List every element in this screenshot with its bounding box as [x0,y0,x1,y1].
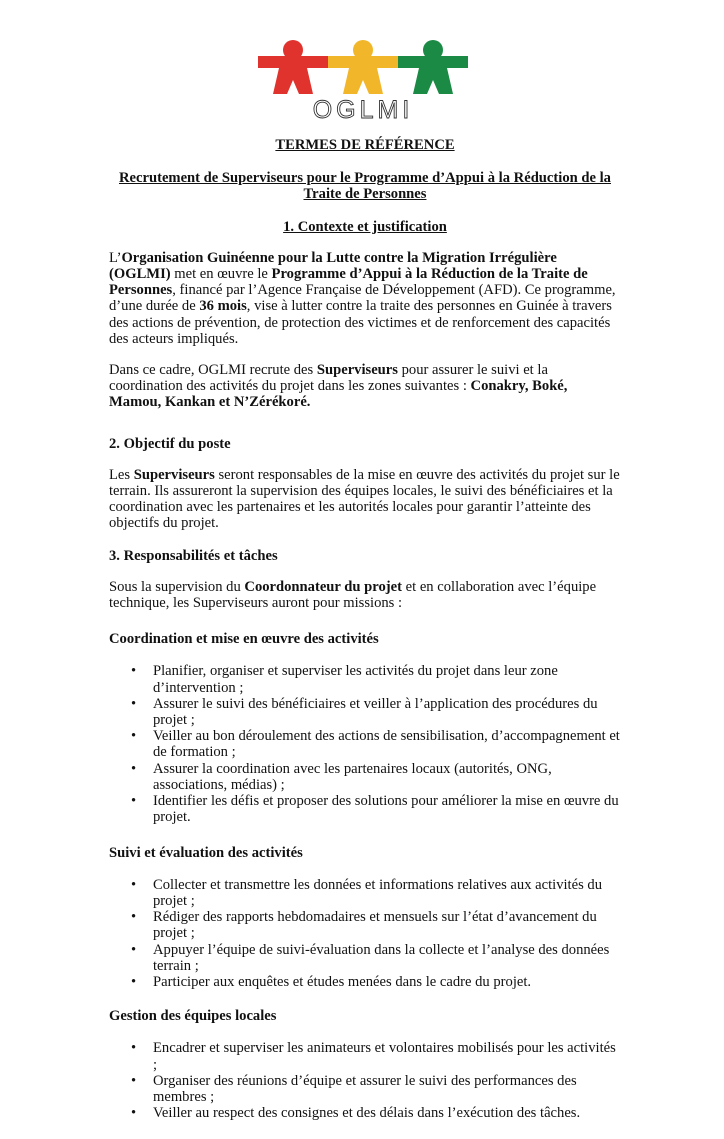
text: pour assurer le suivi et la coordination des activités du projet dans les zones suivantes : [109,362,548,395]
text: Sous la supervision du [109,578,245,595]
paragraph-contexte [109,250,621,347]
bullet-list [109,1040,621,1121]
subsection-heading: Suivi et évaluation des activités [109,844,303,861]
list-item: • Appuyer l’équipe de suivi-évaluation dans la collecte et l’analyse des données terrain ; [109,942,621,974]
bold-text: Superviseurs [316,362,398,379]
list-item: • Collecter et transmettre les données et informations relatives aux activités du projet ; [109,877,621,909]
section-heading-contexte: 1. Contexte et justification [283,218,447,235]
text: et en collaboration avec l’équipe technique, les Superviseurs auront pour missions : [109,578,597,612]
paragraph-responsabilites [109,579,621,611]
logo-figure-3 [398,40,468,94]
subsection-heading: Coordination et mise en œuvre des activités [109,631,379,648]
bold-text: Programme d’Appui à la Réduction de la Traite de Personnes [109,266,588,299]
svg-text:OGLMI: OGLMI [312,96,414,122]
list-item: • Participer aux enquêtes et études menées dans le cadre du projet. [109,974,621,990]
list-item: • Assurer la coordination avec les partenaires locaux (autorités, ONG, associations, médias) ; [109,761,621,793]
bold-text: Conakry, Boké, Mamou, Kankan et N’Zérékoré. [109,378,568,411]
document-title: TERMES DE RÉFÉRENCE [275,137,455,153]
bullet-list [109,877,621,990]
paragraph-objectif [109,467,621,532]
text: Les [109,466,134,483]
list-item: • Planifier, organiser et superviser les activités du projet dans leur zone d’intervention ; [109,663,621,695]
bold-text: 36 mois [199,298,247,315]
list-item: • Assurer le suivi des bénéficiaires et veiller à l’application des procédures du projet ; [109,696,621,728]
text: met en œuvre le [170,266,272,283]
bold-text: Organisation Guinéenne pour la Lutte contre la Migration Irrégulière (OGLMI) [109,249,557,283]
document-subtitle: Recrutement de Superviseurs pour le Programme d’Appui à la Réduction de la Traite de Personnes [119,170,611,203]
section-heading-responsabilites: 3. Responsabilités et tâches [109,547,278,564]
text: Dans ce cadre, OGLMI recrute des [109,362,317,379]
list-item: • Veiller au bon déroulement des actions de sensibilisation, d’accompagnement et de formation ; [109,728,621,760]
text: L’ [109,249,122,266]
bullet-list [109,663,621,825]
list-item: • Organiser des réunions d’équipe et assurer le suivi des performances des membres ; [109,1073,621,1105]
subsection-heading: Gestion des équipes locales [109,1008,277,1025]
oglmi-logo [258,38,468,122]
bold-text: Superviseurs [133,466,215,483]
list-item: • Identifier les défis et proposer des solutions pour améliorer la mise en œuvre du projet. [109,793,621,825]
text: , vise à lutter contre la traite des personnes en Guinée à travers des actions de prévention, de protection des victimes et de renforcement des capacités des acteurs impliqués. [109,298,612,347]
list-item: • Rédiger des rapports hebdomadaires et mensuels sur l’état d’avancement du projet ; [109,909,621,941]
logo-figure-2 [328,40,398,94]
responsibilities-subsections [109,631,621,1121]
document-page [109,137,621,1139]
bold-text: Coordonnateur du projet [244,578,402,595]
text: , financé par l’Agence Française de Développement (AFD). Ce programme, d’une durée de [109,282,616,315]
section-heading-objectif: 2. Objectif du poste [109,435,231,452]
paragraph-cadre [109,362,621,411]
list-item: • Encadrer et superviser les animateurs et volontaires mobilisés pour les activités ; [109,1040,621,1072]
logo-figure-1 [258,40,328,94]
text: seront responsables de la mise en œuvre des activités du projet sur le terrain. Ils assureront la supervision des équipes locales, le suivi des bénéficiaires et la coordination avec les partenaires et les autorités locales pour garantir l’atteinte des objectifs du projet. [109,466,620,532]
list-item: • Veiller au respect des consignes et des délais dans l’exécution des tâches. [109,1105,621,1121]
